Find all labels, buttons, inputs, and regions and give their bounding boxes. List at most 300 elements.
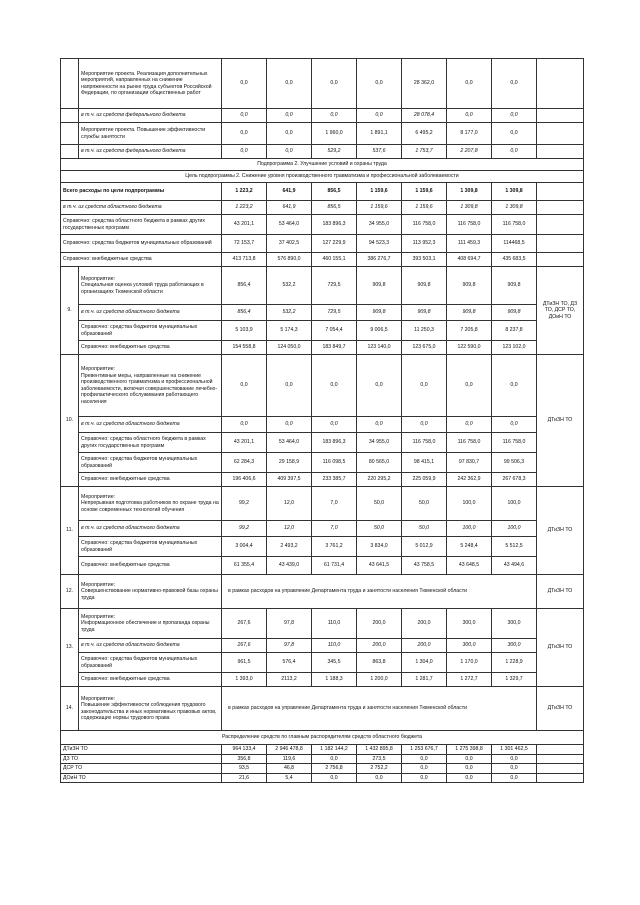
value-cell: 641,9: [267, 201, 312, 215]
value-cell: 116 098,5: [312, 453, 357, 473]
value-cell: 0,0: [267, 355, 312, 417]
executor-cell: ДТиЗН ТО: [537, 575, 584, 609]
value-cell: 8 177,0: [447, 123, 492, 145]
table-row: [61, 521, 584, 537]
table-row: [61, 267, 584, 305]
value-cell: 5,4: [267, 773, 312, 783]
value-cell: 34 955,0: [357, 215, 402, 235]
value-cell: 61 731,4: [312, 557, 357, 575]
value-cell: 0,0: [267, 417, 312, 433]
value-cell: 5 103,9: [222, 321, 267, 341]
executor-cell: [537, 109, 584, 123]
value-cell: 116 758,0: [402, 215, 447, 235]
value-cell: 0,0: [492, 417, 537, 433]
value-cell: 909,8: [447, 267, 492, 305]
value-cell: 1 329,7: [492, 673, 537, 687]
value-cell: 37 402,5: [267, 235, 312, 253]
value-cell: 409 397,5: [267, 473, 312, 487]
value-cell: 50,0: [357, 487, 402, 521]
value-cell: 7 205,8: [447, 321, 492, 341]
row-label: в т.ч. из средств областного бюджета: [79, 305, 222, 321]
value-cell: 62 284,3: [222, 453, 267, 473]
value-cell: 5 012,9: [402, 537, 447, 557]
value-cell: 0,0: [357, 417, 402, 433]
value-cell: 99,2: [222, 521, 267, 537]
value-cell: 856,5: [312, 201, 357, 215]
row-label: Справочно: внебюджетные средства: [79, 341, 222, 355]
goal-title: Цель подпрограммы 2. Снижение уровня производственного травматизма и профессиональной заболеваемости: [61, 171, 584, 183]
value-cell: 6 495,2: [402, 123, 447, 145]
value-cell: 200,0: [357, 639, 402, 653]
executor-cell: ДТиЗН ТО, ДЗ ТО, ДСР ТО, ДОиН ТО: [537, 267, 584, 355]
value-cell: 0,0: [492, 764, 537, 774]
value-cell: 97 830,7: [447, 453, 492, 473]
value-cell: 408 694,7: [447, 253, 492, 267]
executor-cell: [537, 764, 584, 774]
executor-cell: [537, 123, 584, 145]
distribution-row: [61, 754, 584, 764]
executor-cell: ДТиЗН ТО: [537, 355, 584, 487]
value-cell: 0,0: [222, 59, 267, 109]
value-cell: 43 201,1: [222, 433, 267, 453]
value-cell: 12,0: [267, 487, 312, 521]
value-cell: 909,8: [357, 305, 402, 321]
value-cell: 0,0: [267, 145, 312, 159]
value-cell: 0,0: [402, 754, 447, 764]
row-label: Справочно: средства областного бюджета в рамках других государственных программ: [79, 433, 222, 453]
value-cell: 1 393,0: [222, 673, 267, 687]
value-cell: 28 078,4: [402, 109, 447, 123]
value-cell: 3 834,0: [357, 537, 402, 557]
row-label: в т.ч. из средств областного бюджета: [61, 201, 222, 215]
value-cell: 0,0: [492, 59, 537, 109]
value-cell: 909,8: [402, 305, 447, 321]
value-cell: 5 248,4: [447, 537, 492, 557]
value-cell: 0,0: [312, 355, 357, 417]
table-row: [61, 235, 584, 253]
value-cell: 242 362,9: [447, 473, 492, 487]
table-row: [61, 557, 584, 575]
value-cell: 123 102,0: [492, 341, 537, 355]
value-cell: 43 641,5: [357, 557, 402, 575]
row-label: Справочно: внебюджетные средства: [79, 673, 222, 687]
measure-number: 9.: [61, 267, 79, 355]
value-cell: 1 891,1: [357, 123, 402, 145]
value-cell: 1 960,0: [312, 123, 357, 145]
value-cell: 1 159,6: [357, 183, 402, 201]
value-cell: 43 494,6: [492, 557, 537, 575]
value-cell: 124 050,0: [267, 341, 312, 355]
index-cell: [61, 123, 79, 145]
value-cell: 122 590,0: [447, 341, 492, 355]
row-label: Справочно: внебюджетные средства: [61, 253, 222, 267]
row-label: ДСР ТО: [61, 764, 222, 774]
value-cell: 2 756,8: [312, 764, 357, 774]
value-cell: 863,8: [357, 653, 402, 673]
budget-note: в рамках расходов на управление Департамента труда и занятости населения Тюменской области: [222, 687, 537, 731]
value-cell: 97,8: [267, 639, 312, 653]
table-row: [61, 109, 584, 123]
value-cell: 116 758,0: [447, 215, 492, 235]
value-cell: 300,0: [447, 609, 492, 639]
measure-number: 12.: [61, 575, 79, 609]
value-cell: 43 758,5: [402, 557, 447, 575]
value-cell: 576 890,0: [267, 253, 312, 267]
value-cell: 154 558,8: [222, 341, 267, 355]
table-row: [61, 145, 584, 159]
table-row: [61, 687, 584, 731]
goal-row: [61, 171, 584, 183]
value-cell: 267,6: [222, 609, 267, 639]
measure-number: 13.: [61, 609, 79, 687]
value-cell: 300,0: [447, 639, 492, 653]
value-cell: 0,0: [447, 773, 492, 783]
value-cell: 100,0: [447, 521, 492, 537]
value-cell: 50,0: [357, 521, 402, 537]
value-cell: 0,0: [447, 764, 492, 774]
value-cell: 3 004,4: [222, 537, 267, 557]
executor-cell: [537, 145, 584, 159]
value-cell: 200,0: [402, 639, 447, 653]
value-cell: 53 464,0: [267, 215, 312, 235]
value-cell: 1 309,8: [492, 201, 537, 215]
value-cell: 9 006,5: [357, 321, 402, 341]
value-cell: 98 415,1: [402, 453, 447, 473]
value-cell: 72 153,7: [222, 235, 267, 253]
value-cell: 99 506,3: [492, 453, 537, 473]
value-cell: 50,0: [402, 487, 447, 521]
value-cell: 532,2: [267, 305, 312, 321]
value-cell: 300,0: [492, 639, 537, 653]
value-cell: 0,0: [447, 355, 492, 417]
value-cell: 1 228,9: [492, 653, 537, 673]
value-cell: 8 237,8: [492, 321, 537, 341]
value-cell: 1 301 462,5: [492, 745, 537, 755]
value-cell: 110,0: [312, 609, 357, 639]
executor-cell: [537, 754, 584, 764]
value-cell: 196 406,6: [222, 473, 267, 487]
value-cell: 113 952,3: [402, 235, 447, 253]
value-cell: 909,8: [402, 267, 447, 305]
executor-cell: [537, 201, 584, 215]
value-cell: 0,0: [222, 145, 267, 159]
index-cell: [61, 109, 79, 123]
table-row: [61, 183, 584, 201]
value-cell: 460 155,1: [312, 253, 357, 267]
table-row: [61, 537, 584, 557]
row-label: Мероприятие: Непрерывная подготовка работников по охране труда на основе современных технологий обучения: [79, 487, 222, 521]
value-cell: 576,4: [267, 653, 312, 673]
value-cell: 729,5: [312, 305, 357, 321]
row-label: Справочно: средства бюджетов муниципальных образований: [79, 321, 222, 341]
value-cell: 0,0: [312, 754, 357, 764]
subprogram-title: Подпрограмма 2. Улучшение условий и охраны труда: [61, 159, 584, 171]
row-label: Мероприятие: Превентивные меры, направленные на снижение производственного травматизма и профессиональной заболеваемости, включая совершенствование лечебно-профилактического обслуживания работающего населения: [79, 355, 222, 417]
value-cell: 2 207,8: [447, 145, 492, 159]
value-cell: 0,0: [357, 355, 402, 417]
value-cell: 123 140,0: [357, 341, 402, 355]
value-cell: 1 304,0: [402, 653, 447, 673]
value-cell: 0,0: [492, 123, 537, 145]
value-cell: 856,4: [222, 305, 267, 321]
executor-cell: [537, 745, 584, 755]
row-label: Справочно: внебюджетные средства: [79, 557, 222, 575]
value-cell: 43 439,0: [267, 557, 312, 575]
value-cell: 1 281,7: [402, 673, 447, 687]
row-label: ДОиН ТО: [61, 773, 222, 783]
table-row: [61, 433, 584, 453]
value-cell: 12,0: [267, 521, 312, 537]
row-label: Справочно: средства областного бюджета в рамках других государственных программ: [61, 215, 222, 235]
value-cell: 7,0: [312, 487, 357, 521]
value-cell: 909,8: [447, 305, 492, 321]
value-cell: 2 752,2: [357, 764, 402, 774]
value-cell: 0,0: [357, 109, 402, 123]
distribution-row: [61, 764, 584, 774]
value-cell: 0,0: [402, 773, 447, 783]
value-cell: 1 272,7: [447, 673, 492, 687]
value-cell: 393 503,1: [402, 253, 447, 267]
value-cell: 0,0: [267, 123, 312, 145]
value-cell: 5 512,5: [492, 537, 537, 557]
value-cell: 267 678,3: [492, 473, 537, 487]
value-cell: 116 758,0: [492, 433, 537, 453]
value-cell: 0,0: [222, 417, 267, 433]
value-cell: 116 758,0: [402, 433, 447, 453]
value-cell: 183 896,3: [312, 215, 357, 235]
value-cell: 0,0: [222, 109, 267, 123]
table-row: [61, 673, 584, 687]
row-label: Справочно: средства бюджетов муниципальных образований: [61, 235, 222, 253]
row-label: в т.ч. из средств областного бюджета: [79, 417, 222, 433]
value-cell: 435 683,5: [492, 253, 537, 267]
value-cell: 53 464,0: [267, 433, 312, 453]
value-cell: 110,0: [312, 639, 357, 653]
value-cell: 0,0: [312, 773, 357, 783]
executor-cell: [537, 773, 584, 783]
value-cell: 909,8: [357, 267, 402, 305]
value-cell: 220 295,2: [357, 473, 402, 487]
value-cell: 0,0: [492, 355, 537, 417]
value-cell: 7 054,4: [312, 321, 357, 341]
distribution-row: [61, 745, 584, 755]
executor-cell: [537, 215, 584, 235]
distribution-title-row: [61, 731, 584, 745]
value-cell: 273,5: [357, 754, 402, 764]
distribution-title: Распределение средств по главным распорядителям средств областного бюджета: [61, 731, 584, 745]
row-label: Мероприятие: Специальная оценка условий труда работающих в организациях Тюменской области: [79, 267, 222, 305]
value-cell: 225 059,9: [402, 473, 447, 487]
value-cell: 119,6: [267, 754, 312, 764]
value-cell: 1 159,6: [402, 183, 447, 201]
value-cell: 729,5: [312, 267, 357, 305]
subprogram-row: [61, 159, 584, 171]
table-row: [61, 305, 584, 321]
table-row: [61, 59, 584, 109]
value-cell: 0,0: [267, 109, 312, 123]
executor-cell: [537, 235, 584, 253]
value-cell: 0,0: [447, 109, 492, 123]
row-label: в т.ч. из средств федерального бюджета: [79, 145, 222, 159]
value-cell: 200,0: [402, 609, 447, 639]
value-cell: 1 200,0: [357, 673, 402, 687]
budget-note: в рамках расходов на управление Департамента труда и занятости населения Тюменской области: [222, 575, 537, 609]
value-cell: 100,0: [492, 521, 537, 537]
value-cell: 386 276,7: [357, 253, 402, 267]
value-cell: 50,0: [402, 521, 447, 537]
value-cell: 100,0: [447, 487, 492, 521]
row-label: Мероприятие: Информационное обеспечение и пропаганда охраны труда: [79, 609, 222, 639]
value-cell: 34 955,0: [357, 433, 402, 453]
value-cell: 641,9: [267, 183, 312, 201]
value-cell: 1 309,8: [447, 201, 492, 215]
value-cell: 0,0: [402, 355, 447, 417]
value-cell: 1 275 398,8: [447, 745, 492, 755]
table-row: [61, 417, 584, 433]
value-cell: 116 758,0: [447, 433, 492, 453]
value-cell: 856,4: [222, 267, 267, 305]
value-cell: 28 362,0: [402, 59, 447, 109]
executor-cell: [537, 59, 584, 109]
value-cell: 11 250,3: [402, 321, 447, 341]
value-cell: 43 201,1: [222, 215, 267, 235]
value-cell: 2113,2: [267, 673, 312, 687]
measure-number: 10.: [61, 355, 79, 487]
value-cell: 267,6: [222, 639, 267, 653]
value-cell: 0,0: [357, 773, 402, 783]
table-row: [61, 473, 584, 487]
value-cell: 200,0: [357, 609, 402, 639]
value-cell: 3 761,2: [312, 537, 357, 557]
row-label: Мероприятие проекта. Реализация дополнительных мероприятий, направленных на снижение напряженности на рынке труда субъектов Российской Федерации, по организации общественных работ: [79, 59, 222, 109]
executor-cell: [537, 183, 584, 201]
value-cell: 1 170,0: [447, 653, 492, 673]
value-cell: 1 432 895,8: [357, 745, 402, 755]
value-cell: 183 896,3: [312, 433, 357, 453]
table-row: [61, 609, 584, 639]
value-cell: 0,0: [312, 59, 357, 109]
value-cell: 1 309,8: [492, 183, 537, 201]
row-label: Всего расходы по цели подпрограммы: [61, 183, 222, 201]
value-cell: 1 159,6: [357, 201, 402, 215]
table-row: [61, 575, 584, 609]
value-cell: 1 753,7: [402, 145, 447, 159]
value-cell: 0,0: [492, 754, 537, 764]
budget-table: [60, 58, 584, 783]
value-cell: 1 188,3: [312, 673, 357, 687]
value-cell: 413 713,8: [222, 253, 267, 267]
value-cell: 46,8: [267, 764, 312, 774]
executor-cell: [537, 253, 584, 267]
row-label: Мероприятие: Повышение эффективности соблюдения трудового законодательства и иных нормативных правовых актов, содержащих нормы трудового права: [79, 687, 222, 731]
value-cell: 61 355,4: [222, 557, 267, 575]
value-cell: 183 849,7: [312, 341, 357, 355]
row-label: Мероприятие проекта. Повышение эффективности службы занятости: [79, 123, 222, 145]
value-cell: 964 133,4: [222, 745, 267, 755]
value-cell: 1 223,2: [222, 183, 267, 201]
value-cell: 0,0: [222, 123, 267, 145]
value-cell: 97,8: [267, 609, 312, 639]
value-cell: 116 758,0: [492, 215, 537, 235]
value-cell: 114468,5: [492, 235, 537, 253]
table-row: [61, 215, 584, 235]
table-row: [61, 341, 584, 355]
value-cell: 1 309,8: [447, 183, 492, 201]
table-row: [61, 253, 584, 267]
value-cell: 537,6: [357, 145, 402, 159]
value-cell: 856,5: [312, 183, 357, 201]
value-cell: 0,0: [402, 764, 447, 774]
value-cell: 0,0: [492, 109, 537, 123]
value-cell: 80 565,0: [357, 453, 402, 473]
value-cell: 127 229,9: [312, 235, 357, 253]
value-cell: 111 459,3: [447, 235, 492, 253]
row-label: Справочно: средства бюджетов муниципальных образований: [79, 537, 222, 557]
value-cell: 532,2: [267, 267, 312, 305]
measure-number: 11.: [61, 487, 79, 575]
table-row: [61, 453, 584, 473]
value-cell: 909,8: [492, 305, 537, 321]
table-row: [61, 123, 584, 145]
row-label: Мероприятие: Совершенствование нормативно-правовой базы охраны труда: [79, 575, 222, 609]
value-cell: 2 946 478,8: [267, 745, 312, 755]
row-label: в т.ч. из средств областного бюджета: [79, 639, 222, 653]
value-cell: 99,2: [222, 487, 267, 521]
table-row: [61, 653, 584, 673]
table-row: [61, 355, 584, 417]
value-cell: 100,0: [492, 487, 537, 521]
index-cell: [61, 59, 79, 109]
value-cell: 1 159,6: [402, 201, 447, 215]
value-cell: 345,5: [312, 653, 357, 673]
value-cell: 21,6: [222, 773, 267, 783]
table-row: [61, 639, 584, 653]
value-cell: 233 385,7: [312, 473, 357, 487]
budget-table-body: [61, 59, 584, 783]
value-cell: 300,0: [492, 609, 537, 639]
row-label: Справочно: средства бюджетов муниципальных образований: [79, 453, 222, 473]
value-cell: 356,8: [222, 754, 267, 764]
value-cell: 43 648,5: [447, 557, 492, 575]
value-cell: 529,2: [312, 145, 357, 159]
table-row: [61, 487, 584, 521]
value-cell: 0,0: [222, 355, 267, 417]
table-row: [61, 201, 584, 215]
row-label: ДТиЗН ТО: [61, 745, 222, 755]
value-cell: 0,0: [492, 773, 537, 783]
distribution-row: [61, 773, 584, 783]
executor-cell: ДТиЗН ТО: [537, 487, 584, 575]
value-cell: 0,0: [447, 417, 492, 433]
row-label: в т.ч. из средств областного бюджета: [79, 521, 222, 537]
value-cell: 0,0: [312, 109, 357, 123]
value-cell: 123 675,0: [402, 341, 447, 355]
value-cell: 93,5: [222, 764, 267, 774]
executor-cell: ДТиЗН ТО: [537, 609, 584, 687]
value-cell: 2 493,2: [267, 537, 312, 557]
value-cell: 1 223,2: [222, 201, 267, 215]
value-cell: 7,0: [312, 521, 357, 537]
measure-number: 14.: [61, 687, 79, 731]
value-cell: 909,8: [492, 267, 537, 305]
row-label: ДЗ ТО: [61, 754, 222, 764]
value-cell: 0,0: [402, 417, 447, 433]
table-row: [61, 321, 584, 341]
value-cell: 0,0: [492, 145, 537, 159]
value-cell: 94 523,3: [357, 235, 402, 253]
row-label: в т.ч. из средств федерального бюджета: [79, 109, 222, 123]
value-cell: 0,0: [357, 59, 402, 109]
